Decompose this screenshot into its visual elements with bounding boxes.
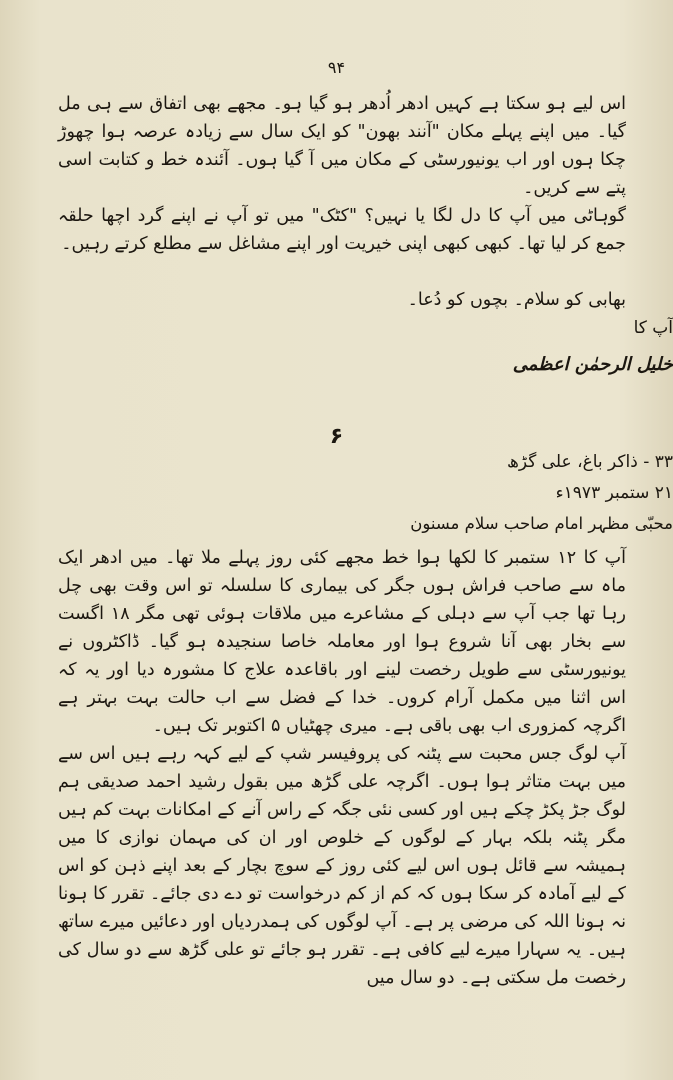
paragraph-address-change: اس لیے ہو سکتا ہے کہیں ادھر اُدھر ہو گیا ہو۔ مجھے بھی اتفاق سے ہی مل گیا۔ میں اپنے پہلے مکان "آنند بھون" کو ایک سال سے زیادہ عرصہ ہوا چھوڑ چکا ہوں اور اب یونیورسٹی کے مکان میں آ گیا ہوں۔ آئندہ خط و کتابت اسی پتے سے کریں۔ [58, 94, 626, 198]
signature: خلیل الرحمٰن اعظمی [512, 354, 673, 375]
sender-address: ۳۳ - ذاکر باغ، علی گڑھ [506, 452, 673, 472]
letter-number: ۶ [329, 424, 344, 449]
paragraph-patna-professorship: آپ لوگ جس محبت سے پٹنہ کی پروفیسر شپ کے لیے کہہ رہے ہیں اس سے میں بہت متاثر ہوا ہوں۔ اگرچہ علی گڑھ میں بقول رشید احمد صدیقی ہم لوگ جڑ پکڑ چکے ہیں اور کسی نئی جگہ کے راس آنے کے امکانات بہت کم ہیں مگر پٹنہ بلکہ بہار کے لوگوں کے خلوص اور ان کی مہمان نوازی کا میں ہمیشہ سے قائل ہوں اس لیے کئی روز کے سوچ بچار کے بعد اپنے ذہن کو اس کے لیے آمادہ کر سکا ہوں کہ کم از کم درخواست تو دے دی جائے۔ تقرر کا ہونا نہ ہونا اللہ کی مرضی پر ہے۔ آپ لوگوں کی ہمدردیاں اور دعائیں میرے ساتھ ہیں۔ یہ سہارا میرے لیے کافی ہے۔ تقرر ہو جائے تو علی گڑھ سے دو سال کی رخصت مل سکتی ہے۔ دو سال میں [58, 744, 626, 988]
closing-phrase: آپ کا [633, 318, 673, 338]
salutation-greeting: سلام مسنون [410, 514, 499, 533]
letter-date: ۲۱ ستمبر ۱۹۷۳ء [555, 483, 673, 503]
salutation [113, 514, 673, 533]
paragraph-greetings: بھابی کو سلام۔ بچوں کو دُعا۔ [407, 290, 626, 310]
page-number: ۹۴ [327, 58, 346, 77]
paragraph-illness: آپ کا ۱۲ ستمبر کا لکھا ہوا خط مجھے کئی روز پہلے ملا تھا۔ میں ادھر ایک ماہ سے صاحب فراش ہوں جگر کی بیماری کا سلسلہ تو اس وقت بھی چل رہا تھا جب آپ سے دہلی کے مشاعرے میں ملاقات ہوئی تھی مگر ۱۸ اگست سے بخار بھی آنا شروع ہوا اور معاملہ خاصا سنجیدہ ہو گیا۔ ڈاکٹروں نے یونیورسٹی سے طویل رخصت لینے اور باقاعدہ علاج کا مشورہ دیا اور یہ کہ اس اثنا میں مکمل آرام کروں۔ خدا کے فضل سے اب حالت بہت بہتر ہے اگرچہ کمزوری اب بھی باقی ہے۔ میری چھٹیاں ۵ اکتوبر تک ہیں۔ [58, 548, 626, 736]
paragraph-guwahati: گوہاٹی میں آپ کا دل لگا یا نہیں؟ "کٹک" میں تو آپ نے اپنے گرد اچھا حلقہ جمع کر لیا تھا۔ کبھی کبھی اپنی خیریت اور اپنے مشاغل سے مطلع کرتے رہیں۔ [58, 206, 626, 254]
salutation-name: محبّی مظہر امام صاحب [503, 514, 673, 533]
